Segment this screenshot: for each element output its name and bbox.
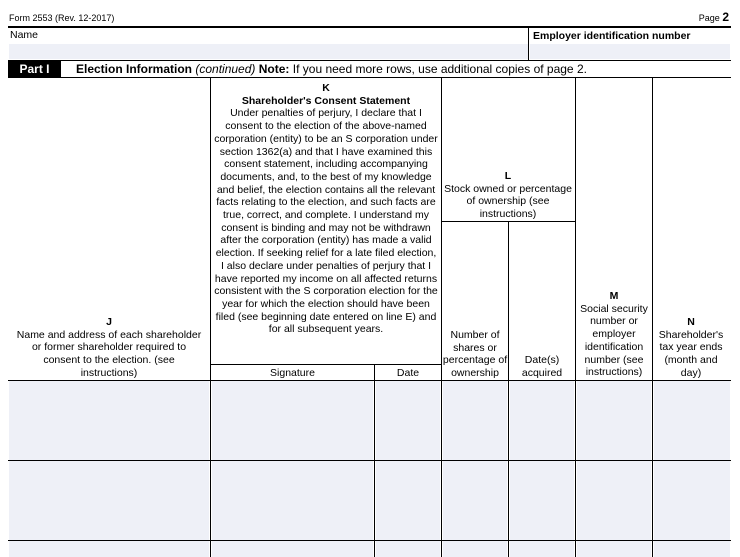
shares-header: Number of shares or percentage of ownership xyxy=(442,329,508,380)
row-2-date-input[interactable] xyxy=(376,461,440,540)
row-3-signature-input[interactable] xyxy=(212,541,373,557)
row-2-ssn-input[interactable] xyxy=(577,461,651,540)
page-label: Page xyxy=(698,13,720,23)
column-j-header xyxy=(14,316,204,380)
row-divider-shares-dates xyxy=(508,381,509,557)
part-title: Election Information xyxy=(76,62,193,76)
column-m-header xyxy=(577,290,651,379)
form-id: Form 2553 (Rev. 12-2017) xyxy=(9,13,115,23)
column-j-text: Name and address of each shareholder or former shareholder required to consent to the election. (see instructions) xyxy=(16,328,202,379)
ein-input[interactable] xyxy=(530,44,730,59)
k-sub-rule xyxy=(211,364,441,365)
name-label: Name xyxy=(10,29,39,41)
note-label: Note: xyxy=(258,62,290,76)
signature-header: Signature xyxy=(270,367,315,379)
row-2-shares-input[interactable] xyxy=(443,461,507,540)
row-divider-l-m xyxy=(575,381,576,557)
row-3-name-input[interactable] xyxy=(9,541,209,557)
row-2-tax-year-input[interactable] xyxy=(654,461,730,540)
row-2-signature-input[interactable] xyxy=(212,461,373,540)
row-divider-m-n xyxy=(652,381,653,557)
row-3-tax-year-input[interactable] xyxy=(654,541,730,557)
part-heading xyxy=(8,61,731,77)
column-l-letter: L xyxy=(504,170,512,182)
row-1-name-input[interactable] xyxy=(9,381,209,460)
column-m-letter: M xyxy=(609,290,619,302)
page-number: 2 xyxy=(722,10,729,24)
row-divider-k-l xyxy=(441,381,442,557)
row-2-name-input[interactable] xyxy=(9,461,209,540)
row-3-shares-input[interactable] xyxy=(443,541,507,557)
row-divider-j-k xyxy=(210,381,211,557)
row-1-ssn-input[interactable] xyxy=(577,381,651,460)
column-n-text: Shareholder's tax year ends (month and day) xyxy=(658,328,724,379)
column-k-letter: K xyxy=(322,82,330,94)
column-j-letter: J xyxy=(106,316,112,328)
name-input[interactable] xyxy=(9,44,528,59)
column-n-header xyxy=(654,316,728,380)
shareholder-rows xyxy=(0,381,740,557)
part-badge: Part I xyxy=(8,61,61,77)
name-divider xyxy=(528,27,529,60)
header-rule xyxy=(8,26,731,28)
column-k-title: Shareholder's Consent Statement xyxy=(241,94,411,107)
l-sub-rule xyxy=(442,221,575,222)
column-l-text: Stock owned or percentage of ownership (see instructions) xyxy=(444,182,572,221)
column-n-letter: N xyxy=(687,316,695,328)
date-header: Date xyxy=(396,367,420,379)
column-l-header xyxy=(444,170,572,221)
dates-acquired-header: Date(s) acquired xyxy=(521,354,563,379)
row-1-shares-input[interactable] xyxy=(443,381,507,460)
note-text: If you need more rows, use additional copies of page 2. xyxy=(292,62,587,76)
row-1-signature-input[interactable] xyxy=(212,381,373,460)
ein-label: Employer identification number xyxy=(533,30,691,42)
part-continued: (continued) xyxy=(195,62,256,76)
row-3-date-input[interactable] xyxy=(376,541,440,557)
row-3-acquired-input[interactable] xyxy=(510,541,574,557)
row-3-ssn-input[interactable] xyxy=(577,541,651,557)
row-divider-sig-date xyxy=(374,381,375,557)
part-title-line xyxy=(76,61,587,77)
consent-statement: Under penalties of perjury, I declare that I consent to the election of the above-named corporation (entity) to be an S corporation under section 1362(a) and that I have examined this consent statement, including accompanying documents, and, to the best of my knowledge and belief, the election contains all the relevant facts relating to the election, and such facts are true, correct, and complete. I understand my consent is binding and may not be withdrawn after the corporation (entity) has made a valid election. If seeking relief for a late filed election, I also declare under penalties of perjury that I have reported my income on all affected returns consistent with the S corporation election for the year for which the election should have been filed (see beginning date entered on line E) and for all subsequent years. xyxy=(214,107,438,336)
row-1-acquired-input[interactable] xyxy=(510,381,574,460)
column-k-header xyxy=(214,82,438,336)
page-indicator xyxy=(699,10,729,24)
row-1-date-input[interactable] xyxy=(376,381,440,460)
row-1-tax-year-input[interactable] xyxy=(654,381,730,460)
row-2-acquired-input[interactable] xyxy=(510,461,574,540)
part-rule xyxy=(8,77,731,78)
column-m-text: Social security number or employer identification number (see instructions) xyxy=(580,302,648,379)
